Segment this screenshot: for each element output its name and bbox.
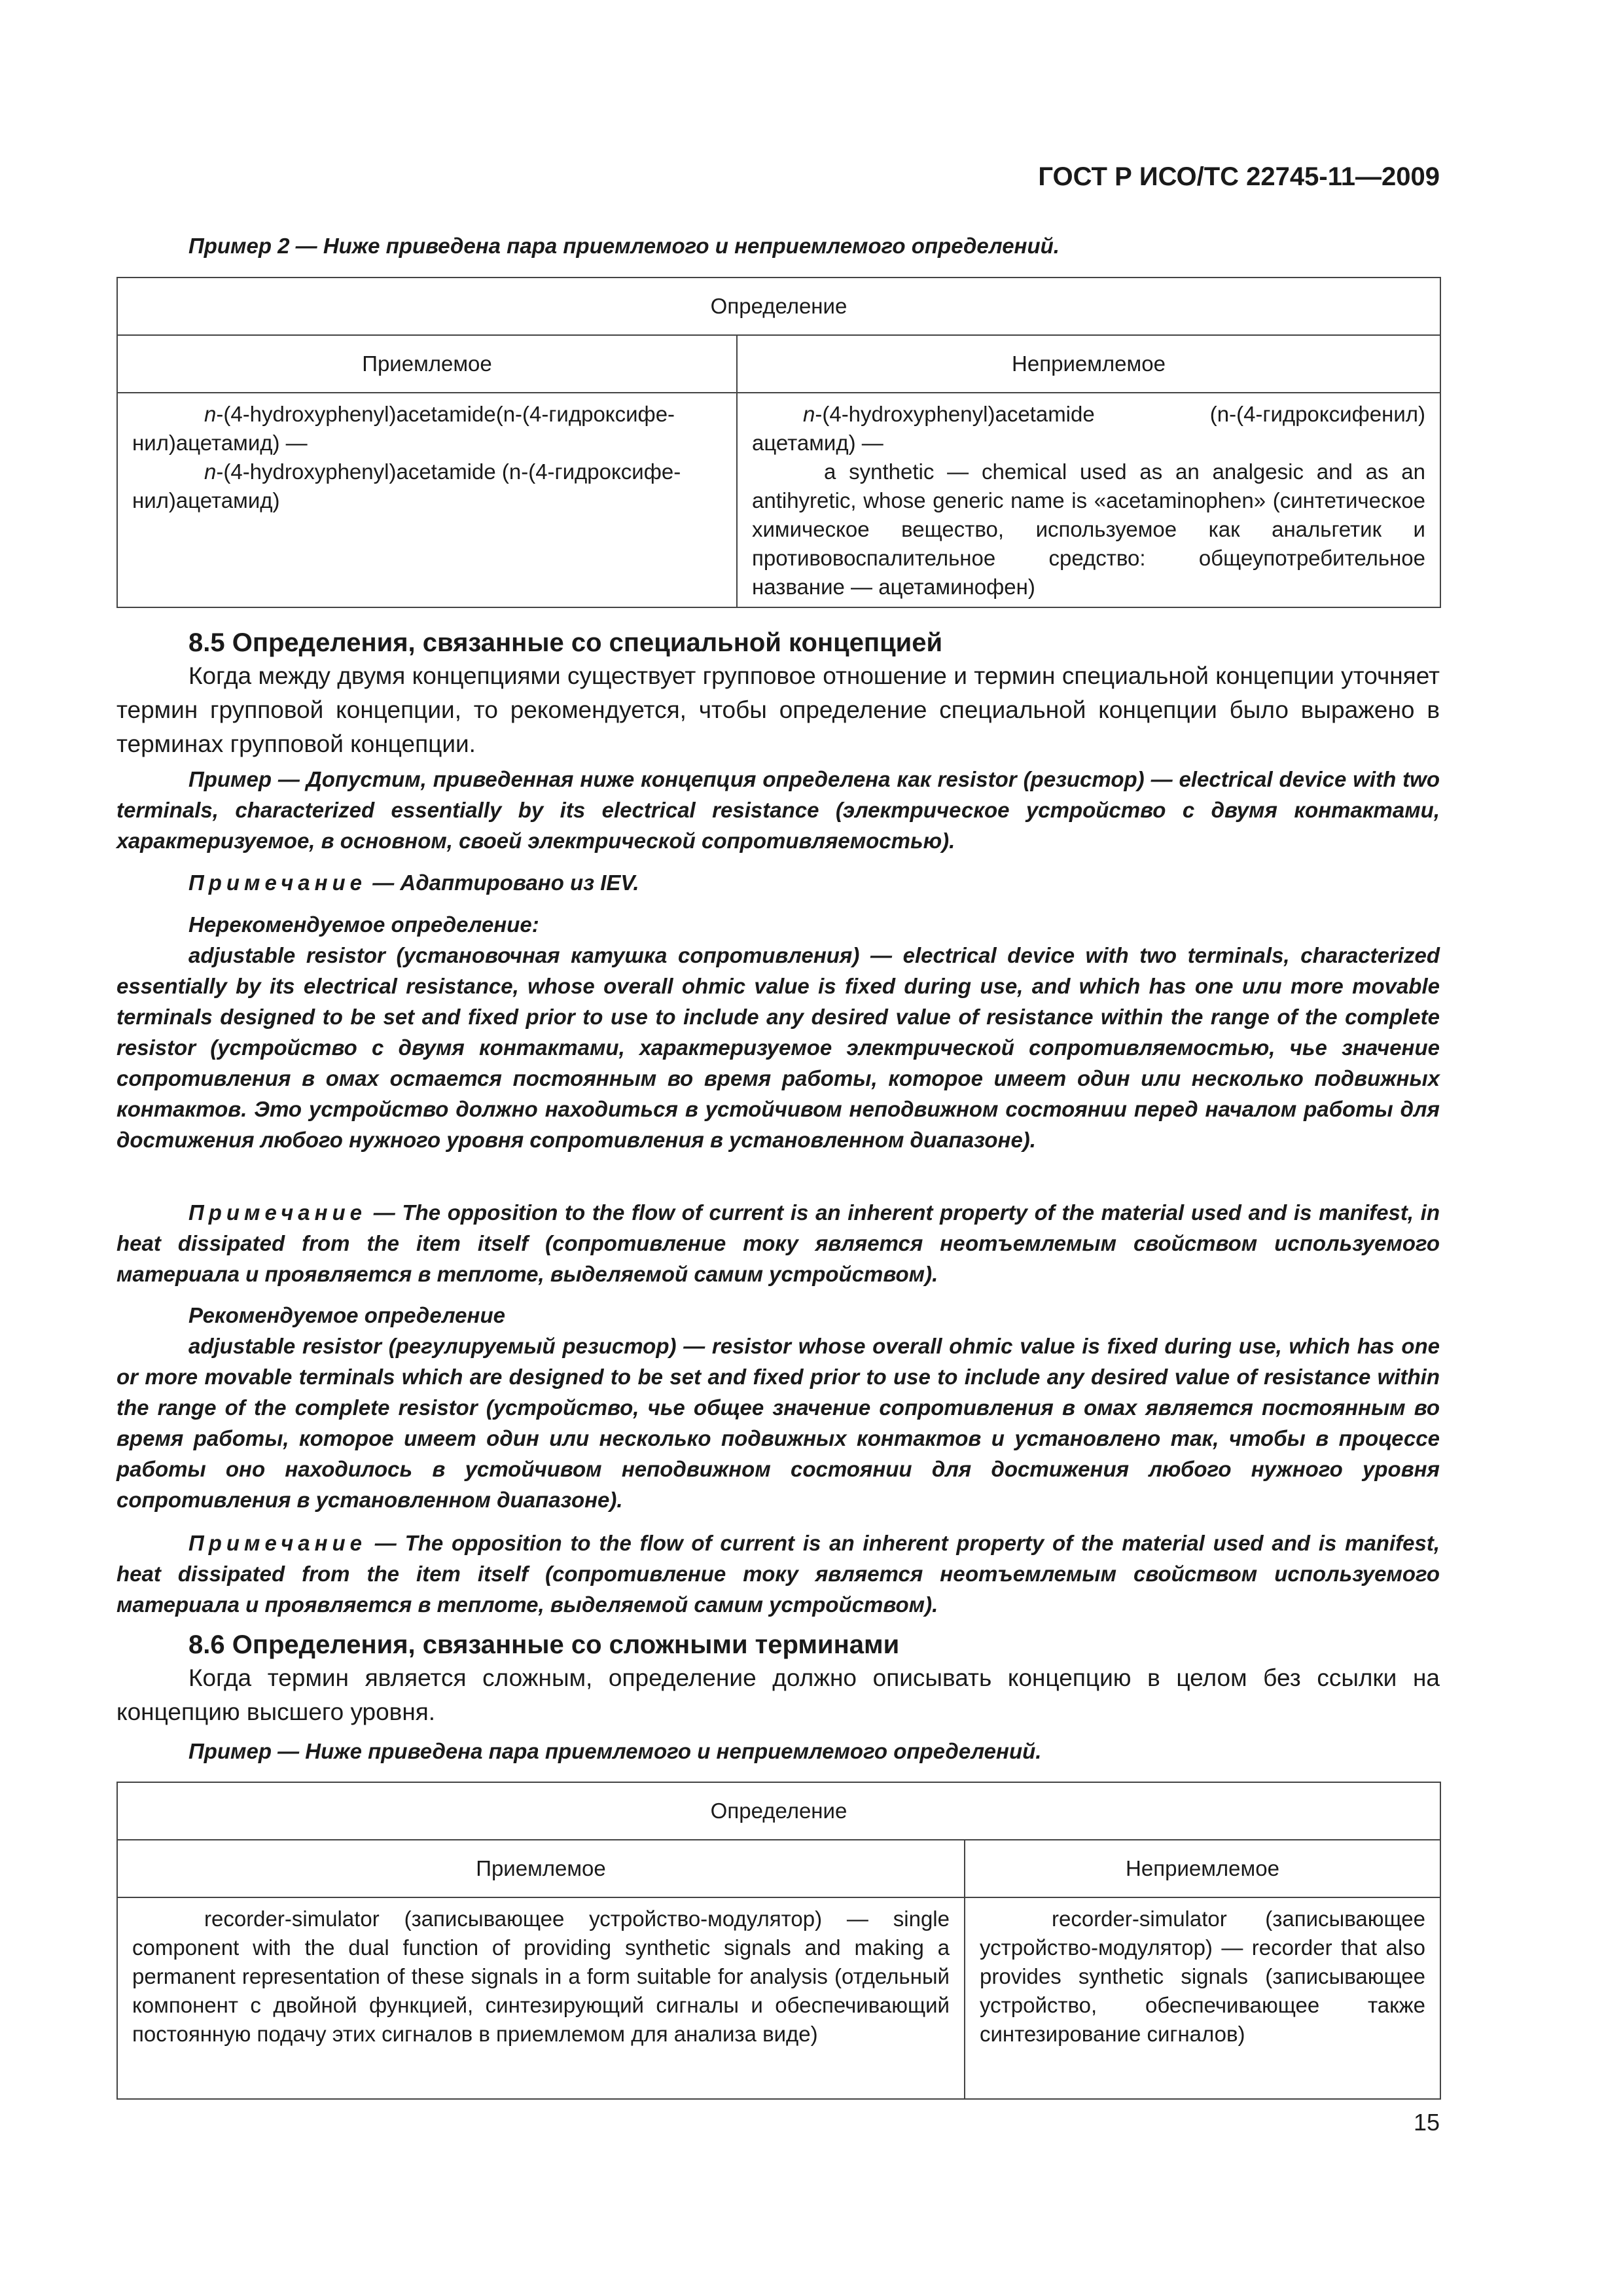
not-recommended-definition: adjustable resistor (установочная катушка сопротивления) — electrical device with two terminals, characterized essentially by its electrical resistance, whose overall ohmic value is fixed during use, and which has one или more movable terminals designed to be set and fixed prior to use to include any desired value of resistance within the range of the complete resistor (устройство с двумя контактами, характеризуемое электрической сопротивляемостью, чье значение сопротивления в омах остается постоянным во время работы, которое имеет один или несколько подвижных контактов. Это устройство должно находиться в устойчивом неподвижном состоянии перед началом работы для достижения любого нужного уровня сопротивления в установленном диапазоне).	[116, 943, 1440, 1152]
table2-title: Определение	[117, 1782, 1440, 1840]
note-label: Примечание	[188, 870, 367, 895]
definition-table-2	[116, 1782, 1440, 2100]
table1-left-line: n-(4-hydroxyphenyl)acetamide (n-(4-гидроксифе-	[204, 459, 681, 484]
table1-right-line1: n-(4-hydroxyphenyl)acetamide (n-(4-гидроксифенил)	[803, 402, 1425, 426]
section-8-6-example: Пример — Ниже приведена пара приемлемого и неприемлемого определений.	[188, 1739, 1042, 1763]
section-8-5-body: Когда между двумя концепциями существует групповое отношение и термин специальной концепции уточняет термин групповой концепции, то рекомендуется, чтобы определение специальной концепции было выражено в терминах групповой концепции.	[116, 662, 1440, 757]
table2-unacceptable-cell: recorder-simulator (записывающее устройство-модулятор) — recorder that also provides synthetic signals (записывающее устройство, обеспечивающее также синтезирование сигналов)	[965, 1897, 1440, 2099]
document-id-header: ГОСТ Р ИСО/ТС 22745-11—2009	[1038, 162, 1440, 191]
note-label: Примечание	[188, 1531, 367, 1555]
table1-right-rest: a synthetic — chemical used as an analgesic and as an antihyretic, whose generic name is «acetaminophen» (синтетическое химическое вещество, используемое как анальгетик и противовоспалительное средство: общеупотребительное название — ацетаминофен)	[752, 459, 1425, 599]
table1-acceptable-cell	[117, 393, 737, 607]
section-8-6-body: Когда термин является сложным, определение должно описывать концепцию в целом без ссылки на концепцию высшего уровня.	[116, 1664, 1440, 1725]
table1-col-unacceptable: Неприемлемое	[737, 335, 1440, 393]
table1-right-line2: ацетамид) —	[752, 431, 883, 455]
not-recommended-label: Нерекомендуемое определение:	[188, 912, 539, 937]
section-8-6-heading: 8.6 Определения, связанные со сложными терминами	[188, 1630, 900, 1659]
example2-caption: Пример 2 — Ниже приведена пара приемлемого и неприемлемого определений.	[188, 234, 1060, 258]
note-3: Примечание — The opposition to the flow of current is an inherent property of the material used and is manifest, heat dissipated from the item itself (сопротивление току является неотъемлемым свойством используемого материала и проявляется в теплоте, выделяемой самим устройством).	[116, 1531, 1440, 1617]
section-8-5-example: Пример — Допустим, приведенная ниже концепция определена как resistor (резистор) — electrical device with two terminals, characterized essentially by its electrical resistance (электрическое устройство с двумя контактами, характеризуемое, в основном, своей электрической сопротивляемостью).	[116, 767, 1440, 853]
table1-unacceptable-cell	[737, 393, 1440, 607]
note-label: Примечание	[188, 1200, 367, 1225]
table1-left-line: нил)ацетамид)	[132, 488, 280, 512]
note-2: Примечание — The opposition to the flow of current is an inherent property of the material used and is manifest, in heat dissipated from the item itself (сопротивление току является неотъемлемым свойством используемого материала и проявляется в теплоте, выделяемой самим устройством).	[116, 1200, 1440, 1286]
table1-title: Определение	[117, 278, 1440, 335]
recommended-label: Рекомендуемое определение	[188, 1303, 505, 1327]
definition-table-1	[116, 277, 1440, 608]
note-1: Примечание — Адаптировано из IEV.	[188, 870, 639, 895]
table1-left-line: n-(4-hydroxyphenyl)acetamide(n-(4-гидроксифе-	[204, 402, 675, 426]
table1-col-acceptable: Приемлемое	[117, 335, 737, 393]
page-number: 15	[1413, 2109, 1440, 2136]
table2-col-acceptable: Приемлемое	[117, 1840, 965, 1897]
table2-col-unacceptable: Неприемлемое	[965, 1840, 1440, 1897]
section-8-5-heading: 8.5 Определения, связанные со специальной концепцией	[188, 628, 943, 657]
recommended-definition: adjustable resistor (регулируемый резистор) — resistor whose overall ohmic value is fixed during use, which has one or more movable terminals which are designed to be set and fixed prior to use to include any desired value of resistance within the range of the complete resistor (устройство, чье общее значение сопротивления в омах является постоянным во время работы, которое имеет один или несколько подвижных контактов и установлено так, чтобы в процессе работы оно находилось в устойчивом неподвижном состоянии для достижения любого нужного уровня сопротивления в установленном диапазоне).	[116, 1334, 1440, 1512]
table2-acceptable-cell: recorder-simulator (записывающее устройство-модулятор) — single component with the dual function of providing synthetic signals and making a permanent representation of these signals in a form suitable for analysis (отдельный компонент с двойной функцией, синтезирующий сигналы и обеспечивающий постоянную подачу этих сигналов в приемлемом для анализа виде)	[117, 1897, 965, 2099]
table1-left-line: нил)ацетамид) —	[132, 431, 308, 455]
